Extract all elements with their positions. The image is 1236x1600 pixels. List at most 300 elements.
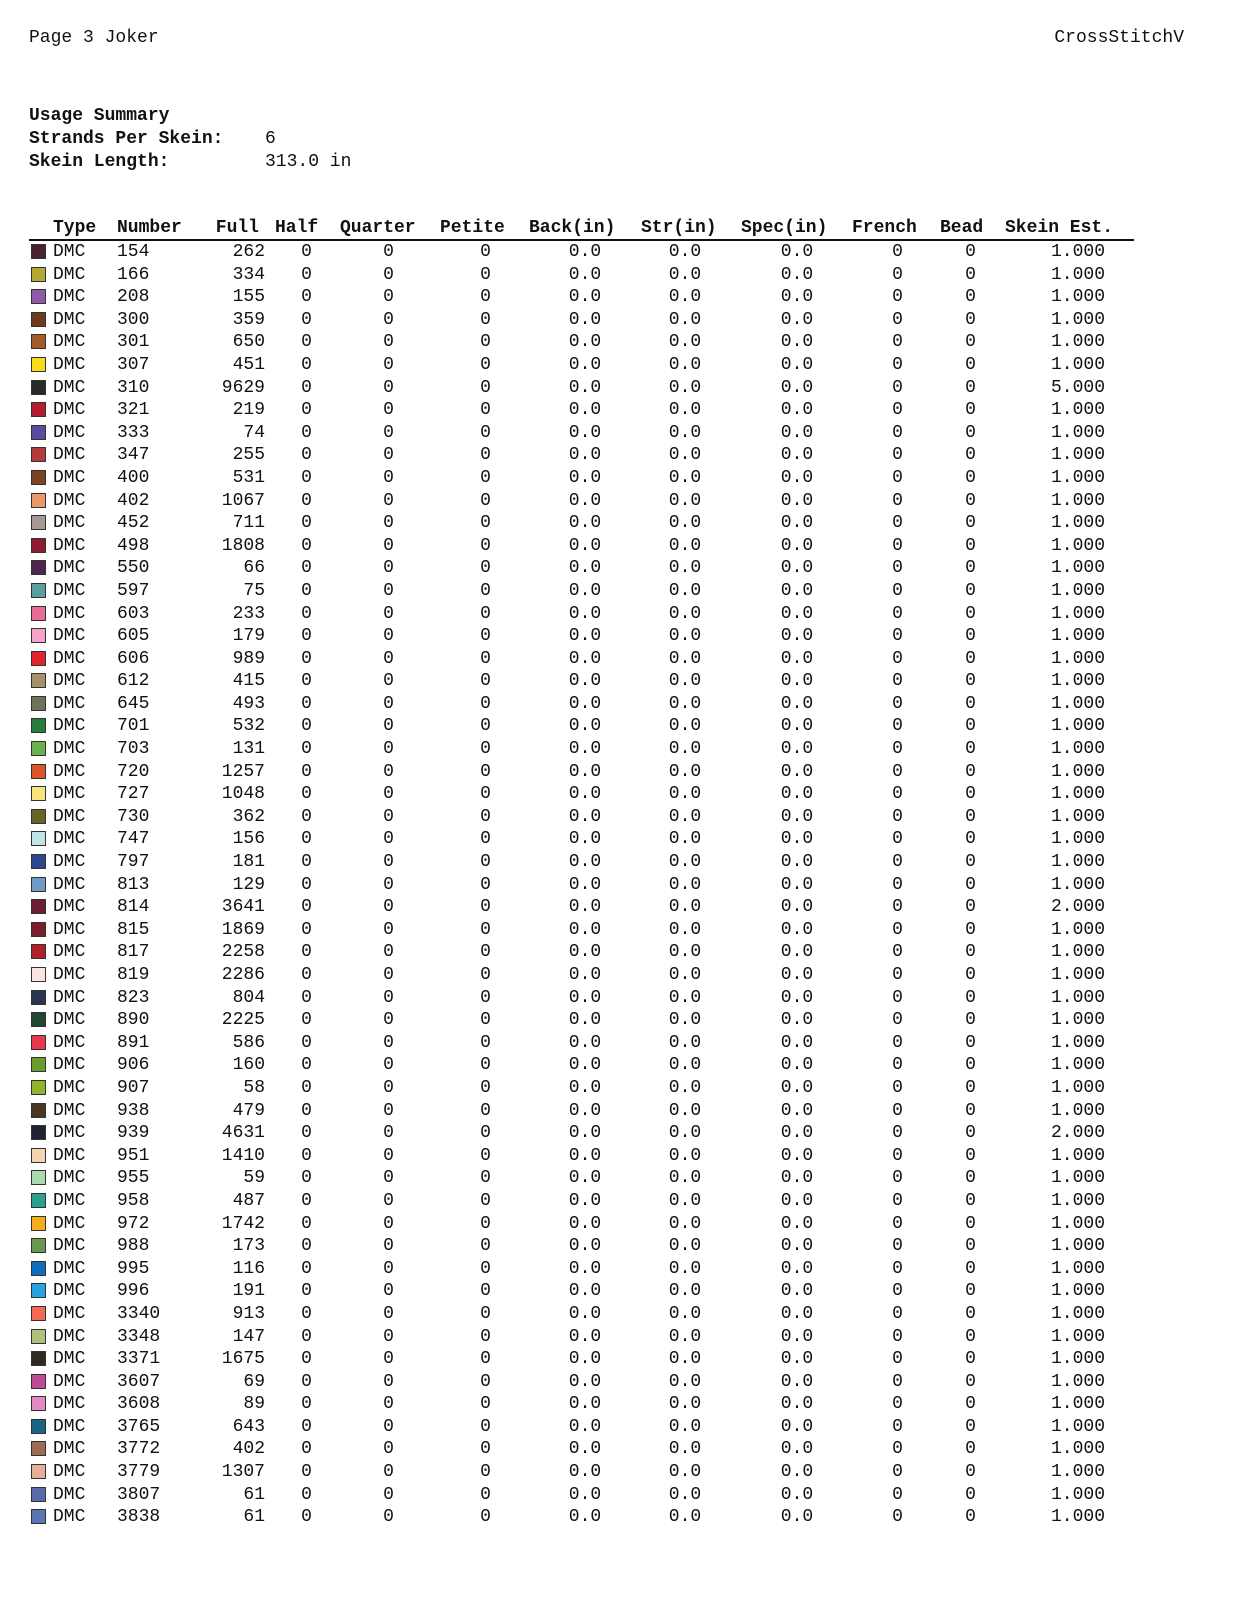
number-cell: 606: [117, 648, 150, 669]
skein-est-cell: 1.000: [1050, 1416, 1105, 1437]
color-swatch: [31, 606, 46, 621]
str-cell: 0.0: [668, 1213, 702, 1234]
color-swatch: [31, 447, 46, 462]
back-cell: 0.0: [568, 1507, 602, 1528]
str-cell: 0.0: [668, 965, 702, 985]
french-cell: 0: [892, 806, 903, 827]
type-cell: DMC: [53, 1100, 86, 1121]
back-cell: 0.0: [568, 874, 602, 895]
petite-cell: 0: [480, 693, 491, 714]
type-cell: DMC: [53, 377, 86, 398]
number-cell: 815: [117, 919, 150, 940]
number-cell: 995: [117, 1258, 150, 1279]
str-cell: 0.0: [668, 1258, 702, 1279]
color-swatch: [31, 651, 46, 666]
half-cell: 0: [301, 332, 312, 353]
color-swatch: [31, 696, 46, 711]
full-cell: 643: [232, 1416, 265, 1437]
bead-cell: 0: [965, 1032, 976, 1053]
petite-cell: 0: [480, 1236, 491, 1257]
full-cell: 451: [232, 354, 265, 375]
number-cell: 958: [117, 1190, 150, 1211]
col-french: French: [852, 218, 917, 238]
color-swatch: [31, 244, 46, 259]
petite-cell: 0: [480, 942, 491, 963]
quarter-cell: 0: [383, 558, 394, 579]
french-cell: 0: [892, 761, 903, 782]
col-bead: Bead: [940, 218, 984, 238]
half-cell: 0: [301, 852, 312, 873]
skein-est-cell: 1.000: [1050, 648, 1105, 669]
type-cell: DMC: [53, 580, 86, 601]
quarter-cell: 0: [383, 784, 394, 805]
table-row: [29, 512, 1134, 535]
color-swatch: [31, 402, 46, 417]
full-cell: 156: [232, 829, 265, 850]
table-row: [29, 1032, 1134, 1055]
length-row: [29, 151, 351, 174]
color-swatch: [31, 1148, 46, 1163]
bead-cell: 0: [965, 1416, 976, 1437]
full-cell: 531: [232, 467, 265, 488]
bead-cell: 0: [965, 1100, 976, 1121]
spec-cell: 0.0: [780, 761, 814, 782]
back-cell: 0.0: [568, 1055, 602, 1076]
half-cell: 0: [301, 354, 312, 375]
spec-cell: 0.0: [780, 287, 814, 308]
col-skein: Skein Est.: [1005, 218, 1114, 238]
quarter-cell: 0: [383, 603, 394, 624]
french-cell: 0: [892, 671, 903, 692]
petite-cell: 0: [480, 1213, 491, 1234]
skein-est-cell: 1.000: [1050, 852, 1105, 873]
petite-cell: 0: [480, 1507, 491, 1528]
type-cell: DMC: [53, 558, 86, 579]
back-cell: 0.0: [568, 242, 602, 262]
color-swatch: [31, 786, 46, 801]
spec-cell: 0.0: [780, 942, 814, 963]
type-cell: DMC: [53, 761, 86, 782]
type-cell: DMC: [53, 1190, 86, 1211]
type-cell: DMC: [53, 535, 86, 556]
french-cell: 0: [892, 490, 903, 511]
back-cell: 0.0: [568, 1236, 602, 1257]
full-cell: 4631: [221, 1123, 265, 1144]
full-cell: 989: [232, 648, 265, 669]
str-cell: 0.0: [668, 603, 702, 624]
french-cell: 0: [892, 987, 903, 1008]
half-cell: 0: [301, 919, 312, 940]
back-cell: 0.0: [568, 1258, 602, 1279]
str-cell: 0.0: [668, 287, 702, 308]
str-cell: 0.0: [668, 354, 702, 375]
col-full: Full: [215, 218, 259, 238]
half-cell: 0: [301, 1236, 312, 1257]
spec-cell: 0.0: [780, 467, 814, 488]
str-cell: 0.0: [668, 1236, 702, 1257]
skein-est-cell: 1.000: [1050, 580, 1105, 601]
bead-cell: 0: [965, 377, 976, 398]
petite-cell: 0: [480, 1077, 491, 1098]
half-cell: 0: [301, 626, 312, 647]
type-cell: DMC: [53, 693, 86, 714]
french-cell: 0: [892, 1484, 903, 1505]
french-cell: 0: [892, 965, 903, 985]
quarter-cell: 0: [383, 1032, 394, 1053]
table-row: [29, 1393, 1134, 1416]
french-cell: 0: [892, 422, 903, 443]
back-cell: 0.0: [568, 806, 602, 827]
number-cell: 817: [117, 942, 150, 963]
str-cell: 0.0: [668, 942, 702, 963]
french-cell: 0: [892, 1010, 903, 1031]
str-cell: 0.0: [668, 1349, 702, 1370]
french-cell: 0: [892, 580, 903, 601]
french-cell: 0: [892, 648, 903, 669]
spec-cell: 0.0: [780, 806, 814, 827]
full-cell: 1307: [221, 1462, 265, 1483]
bead-cell: 0: [965, 603, 976, 624]
type-cell: DMC: [53, 1258, 86, 1279]
back-cell: 0.0: [568, 1190, 602, 1211]
full-cell: 1869: [221, 919, 265, 940]
type-cell: DMC: [53, 264, 86, 285]
back-cell: 0.0: [568, 400, 602, 421]
quarter-cell: 0: [383, 852, 394, 873]
petite-cell: 0: [480, 1484, 491, 1505]
spec-cell: 0.0: [780, 626, 814, 647]
color-swatch: [31, 944, 46, 959]
table-row: [29, 919, 1134, 942]
half-cell: 0: [301, 1010, 312, 1031]
type-cell: DMC: [53, 309, 86, 330]
full-cell: 129: [232, 874, 265, 895]
spec-cell: 0.0: [780, 897, 814, 918]
color-swatch: [31, 1419, 46, 1434]
quarter-cell: 0: [383, 1010, 394, 1031]
bead-cell: 0: [965, 1326, 976, 1347]
back-cell: 0.0: [568, 1077, 602, 1098]
back-cell: 0.0: [568, 603, 602, 624]
half-cell: 0: [301, 513, 312, 534]
number-cell: 938: [117, 1100, 150, 1121]
french-cell: 0: [892, 1032, 903, 1053]
petite-cell: 0: [480, 580, 491, 601]
number-cell: 3607: [117, 1371, 161, 1392]
petite-cell: 0: [480, 242, 491, 262]
type-cell: DMC: [53, 400, 86, 421]
back-cell: 0.0: [568, 1371, 602, 1392]
spec-cell: 0.0: [780, 648, 814, 669]
full-cell: 415: [232, 671, 265, 692]
french-cell: 0: [892, 693, 903, 714]
full-cell: 711: [232, 513, 265, 534]
app-name: CrossStitchV: [1054, 28, 1184, 48]
spec-cell: 0.0: [780, 580, 814, 601]
half-cell: 0: [301, 1123, 312, 1144]
full-cell: 219: [232, 400, 265, 421]
spec-cell: 0.0: [780, 1077, 814, 1098]
petite-cell: 0: [480, 309, 491, 330]
bead-cell: 0: [965, 739, 976, 760]
french-cell: 0: [892, 1326, 903, 1347]
quarter-cell: 0: [383, 1462, 394, 1483]
french-cell: 0: [892, 1190, 903, 1211]
petite-cell: 0: [480, 1371, 491, 1392]
half-cell: 0: [301, 1168, 312, 1189]
type-cell: DMC: [53, 490, 86, 511]
quarter-cell: 0: [383, 1077, 394, 1098]
skein-est-cell: 1.000: [1050, 1281, 1105, 1302]
french-cell: 0: [892, 332, 903, 353]
full-cell: 362: [232, 806, 265, 827]
table-row: [29, 422, 1134, 445]
type-cell: DMC: [53, 1145, 86, 1166]
table-row: [29, 851, 1134, 874]
skein-est-cell: 1.000: [1050, 400, 1105, 421]
petite-cell: 0: [480, 354, 491, 375]
bead-cell: 0: [965, 1462, 976, 1483]
type-cell: DMC: [53, 1303, 86, 1324]
str-cell: 0.0: [668, 784, 702, 805]
full-cell: 2286: [221, 965, 265, 985]
bead-cell: 0: [965, 422, 976, 443]
petite-cell: 0: [480, 1416, 491, 1437]
type-cell: DMC: [53, 332, 86, 353]
full-cell: 2258: [221, 942, 265, 963]
color-swatch: [31, 1035, 46, 1050]
french-cell: 0: [892, 558, 903, 579]
half-cell: 0: [301, 1213, 312, 1234]
number-cell: 400: [117, 467, 150, 488]
french-cell: 0: [892, 1100, 903, 1121]
french-cell: 0: [892, 1258, 903, 1279]
back-cell: 0.0: [568, 1032, 602, 1053]
bead-cell: 0: [965, 626, 976, 647]
petite-cell: 0: [480, 490, 491, 511]
back-cell: 0.0: [568, 467, 602, 488]
type-cell: DMC: [53, 1507, 86, 1528]
full-cell: 181: [232, 852, 265, 873]
table-row: [29, 1190, 1134, 1213]
number-cell: 333: [117, 422, 150, 443]
quarter-cell: 0: [383, 1439, 394, 1460]
bead-cell: 0: [965, 784, 976, 805]
str-cell: 0.0: [668, 422, 702, 443]
half-cell: 0: [301, 806, 312, 827]
bead-cell: 0: [965, 513, 976, 534]
back-cell: 0.0: [568, 1168, 602, 1189]
number-cell: 3348: [117, 1326, 161, 1347]
french-cell: 0: [892, 400, 903, 421]
half-cell: 0: [301, 874, 312, 895]
color-swatch: [31, 334, 46, 349]
quarter-cell: 0: [383, 1326, 394, 1347]
back-cell: 0.0: [568, 1123, 602, 1144]
half-cell: 0: [301, 535, 312, 556]
skein-est-cell: 1.000: [1050, 513, 1105, 534]
str-cell: 0.0: [668, 1123, 702, 1144]
type-cell: DMC: [53, 1055, 86, 1076]
quarter-cell: 0: [383, 897, 394, 918]
skein-est-cell: 2.000: [1050, 897, 1105, 918]
strands-value: 6: [265, 129, 276, 149]
color-swatch: [31, 1170, 46, 1185]
french-cell: 0: [892, 626, 903, 647]
back-cell: 0.0: [568, 1484, 602, 1505]
skein-est-cell: 1.000: [1050, 693, 1105, 714]
back-cell: 0.0: [568, 309, 602, 330]
petite-cell: 0: [480, 1168, 491, 1189]
color-swatch: [31, 877, 46, 892]
type-cell: DMC: [53, 467, 86, 488]
petite-cell: 0: [480, 987, 491, 1008]
full-cell: 913: [232, 1303, 265, 1324]
half-cell: 0: [301, 445, 312, 466]
skein-est-cell: 1.000: [1050, 354, 1105, 375]
table-row: [29, 377, 1134, 400]
french-cell: 0: [892, 242, 903, 262]
back-cell: 0.0: [568, 580, 602, 601]
full-cell: 532: [232, 716, 265, 737]
quarter-cell: 0: [383, 309, 394, 330]
color-swatch: [31, 1509, 46, 1524]
str-cell: 0.0: [668, 1394, 702, 1415]
table-row: [29, 1145, 1134, 1168]
skein-est-cell: 1.000: [1050, 558, 1105, 579]
quarter-cell: 0: [383, 1213, 394, 1234]
french-cell: 0: [892, 897, 903, 918]
quarter-cell: 0: [383, 377, 394, 398]
petite-cell: 0: [480, 784, 491, 805]
skein-est-cell: 1.000: [1050, 490, 1105, 511]
quarter-cell: 0: [383, 242, 394, 262]
str-cell: 0.0: [668, 761, 702, 782]
skein-est-cell: 1.000: [1050, 919, 1105, 940]
strands-label: Strands Per Skein:: [29, 129, 224, 149]
type-cell: DMC: [53, 739, 86, 760]
color-swatch: [31, 854, 46, 869]
full-cell: 359: [232, 309, 265, 330]
half-cell: 0: [301, 942, 312, 963]
petite-cell: 0: [480, 1100, 491, 1121]
bead-cell: 0: [965, 716, 976, 737]
back-cell: 0.0: [568, 739, 602, 760]
type-cell: DMC: [53, 716, 86, 737]
skein-est-cell: 1.000: [1050, 626, 1105, 647]
number-cell: 747: [117, 829, 150, 850]
french-cell: 0: [892, 1236, 903, 1257]
usage-summary: [29, 105, 351, 174]
number-cell: 603: [117, 603, 150, 624]
quarter-cell: 0: [383, 400, 394, 421]
petite-cell: 0: [480, 422, 491, 443]
half-cell: 0: [301, 467, 312, 488]
color-swatch: [31, 990, 46, 1005]
table-row: [29, 1009, 1134, 1032]
half-cell: 0: [301, 603, 312, 624]
half-cell: 0: [301, 1349, 312, 1370]
str-cell: 0.0: [668, 490, 702, 511]
skein-est-cell: 1.000: [1050, 1077, 1105, 1098]
spec-cell: 0.0: [780, 513, 814, 534]
petite-cell: 0: [480, 1462, 491, 1483]
table-row: [29, 1100, 1134, 1123]
full-cell: 89: [243, 1394, 265, 1415]
back-cell: 0.0: [568, 513, 602, 534]
table-row: [29, 1235, 1134, 1258]
petite-cell: 0: [480, 264, 491, 285]
number-cell: 701: [117, 716, 150, 737]
half-cell: 0: [301, 1416, 312, 1437]
skein-est-cell: 1.000: [1050, 422, 1105, 443]
type-cell: DMC: [53, 1439, 86, 1460]
str-cell: 0.0: [668, 874, 702, 895]
skein-est-cell: 1.000: [1050, 784, 1105, 805]
type-cell: DMC: [53, 852, 86, 873]
number-cell: 208: [117, 287, 150, 308]
quarter-cell: 0: [383, 1349, 394, 1370]
half-cell: 0: [301, 648, 312, 669]
number-cell: 988: [117, 1236, 150, 1257]
half-cell: 0: [301, 1055, 312, 1076]
back-cell: 0.0: [568, 1145, 602, 1166]
quarter-cell: 0: [383, 739, 394, 760]
petite-cell: 0: [480, 761, 491, 782]
skein-est-cell: 1.000: [1050, 1055, 1105, 1076]
table-row: [29, 987, 1134, 1010]
table-row: [29, 535, 1134, 558]
table-row: [29, 1213, 1134, 1236]
color-swatch: [31, 493, 46, 508]
bead-cell: 0: [965, 354, 976, 375]
french-cell: 0: [892, 1123, 903, 1144]
petite-cell: 0: [480, 1123, 491, 1144]
number-cell: 955: [117, 1168, 150, 1189]
str-cell: 0.0: [668, 580, 702, 601]
full-cell: 59: [243, 1168, 265, 1189]
french-cell: 0: [892, 1416, 903, 1437]
str-cell: 0.0: [668, 648, 702, 669]
number-cell: 891: [117, 1032, 150, 1053]
bead-cell: 0: [965, 1145, 976, 1166]
back-cell: 0.0: [568, 1416, 602, 1437]
number-cell: 907: [117, 1077, 150, 1098]
petite-cell: 0: [480, 829, 491, 850]
color-swatch: [31, 922, 46, 937]
color-swatch: [31, 899, 46, 914]
color-swatch: [31, 1057, 46, 1072]
full-cell: 160: [232, 1055, 265, 1076]
str-cell: 0.0: [668, 1032, 702, 1053]
table-row: [29, 828, 1134, 851]
str-cell: 0.0: [668, 513, 702, 534]
number-cell: 166: [117, 264, 150, 285]
str-cell: 0.0: [668, 1439, 702, 1460]
back-cell: 0.0: [568, 558, 602, 579]
full-cell: 1808: [221, 535, 265, 556]
full-cell: 9629: [221, 377, 265, 398]
half-cell: 0: [301, 1303, 312, 1324]
petite-cell: 0: [480, 377, 491, 398]
petite-cell: 0: [480, 716, 491, 737]
color-swatch: [31, 1216, 46, 1231]
number-cell: 3340: [117, 1303, 161, 1324]
half-cell: 0: [301, 400, 312, 421]
str-cell: 0.0: [668, 1077, 702, 1098]
type-cell: DMC: [53, 626, 86, 647]
str-cell: 0.0: [668, 377, 702, 398]
